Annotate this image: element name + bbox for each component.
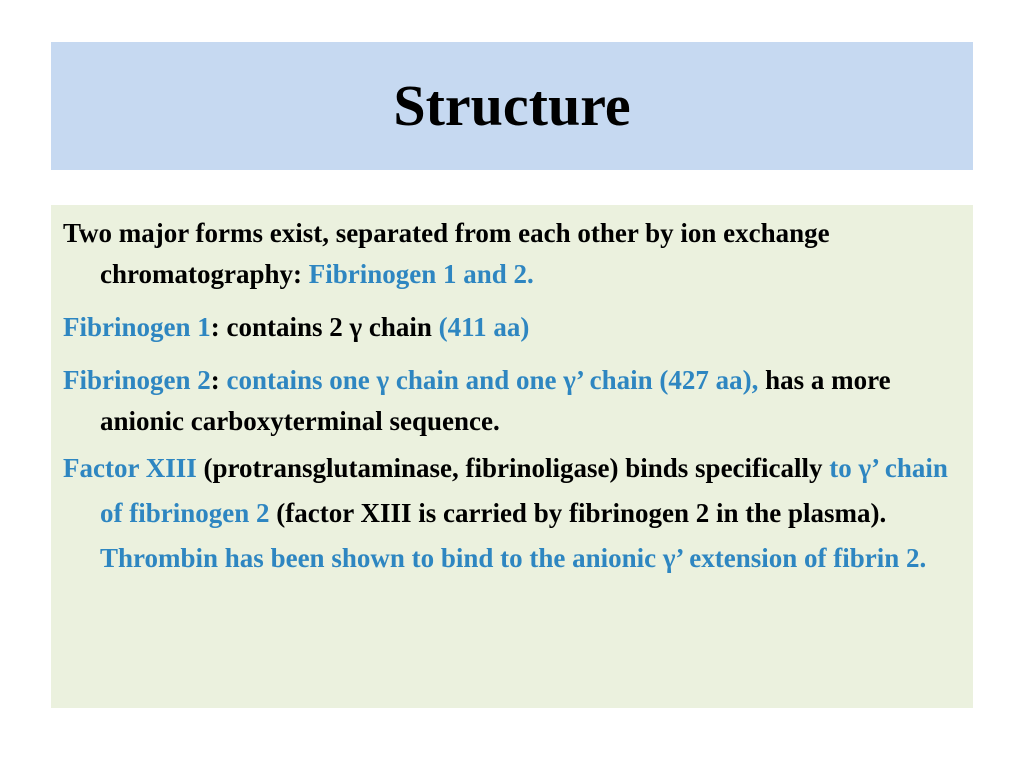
bullet-list — [63, 213, 963, 581]
slide-title: Structure — [393, 73, 631, 138]
bullet-text: (protransglutaminase, fibrinoligase) binds specifically — [196, 453, 830, 483]
bullet-fibrinogen-1 — [63, 307, 963, 348]
bullet-highlight: Factor XIII — [63, 453, 197, 483]
bullet-highlight: Fibrinogen 1 — [63, 312, 211, 342]
title-banner — [51, 42, 973, 170]
bullet-text: Two major forms exist, separated from each other by ion exchange chromatography: — [63, 218, 830, 289]
bullet-fibrinogen-2 — [63, 360, 963, 442]
bullet-highlight: to γ’ chain of fibrinogen 2 — [100, 453, 948, 528]
bullet-highlight: (411 aa) — [438, 312, 530, 342]
bullet-highlight: Fibrinogen 2 — [63, 365, 211, 395]
bullet-text: : — [210, 365, 227, 395]
bullet-highlight: Thrombin has been shown to bind to the anionic γ’ extension of fibrin 2. — [100, 543, 927, 573]
bullet-factor-xiii — [63, 446, 963, 581]
bullet-text: (factor XIII is carried by fibrinogen 2 in the plasma). — [269, 498, 887, 528]
bullet-highlight: Fibrinogen 1 and 2. — [308, 259, 534, 289]
bullet-ion-exchange — [63, 213, 963, 295]
content-panel — [51, 205, 973, 708]
bullet-text: has a more anionic carboxyterminal sequence. — [100, 365, 891, 436]
bullet-highlight: contains one γ chain and one γ’ chain (427 aa), — [226, 365, 759, 395]
bullet-text: : contains 2 γ chain — [210, 312, 439, 342]
